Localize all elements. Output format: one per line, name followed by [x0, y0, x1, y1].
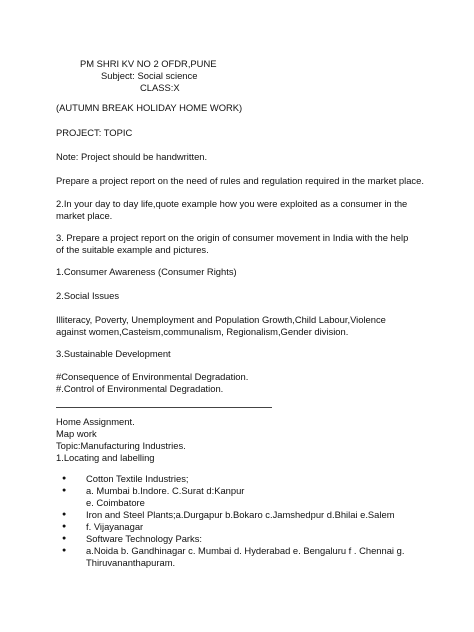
list-item: ● a. Mumbai b.Indore. C.Surat d:Kanpur: [56, 485, 416, 497]
task-3: 3. Prepare a project report on the origin of consumer movement in India with the help of the suitable example and pictures.: [56, 232, 409, 255]
topic-2: 2.Social Issues: [56, 290, 120, 301]
list-item: ● Software Technology Parks:: [56, 533, 416, 545]
list-item: e. Coimbatore: [86, 497, 145, 508]
subject-line: Subject: Social science: [101, 70, 198, 81]
topic-3: 3.Sustainable Development: [56, 348, 171, 359]
map-work-heading: Map work: [56, 428, 97, 439]
topic-1: 1.Consumer Awareness (Consumer Rights): [56, 266, 237, 277]
locating-heading: 1.Locating and labelling: [56, 452, 155, 463]
school-name: PM SHRI KV NO 2 OFDR,PUNE: [80, 58, 217, 69]
separator-line: [56, 407, 272, 408]
class-line: CLASS:X: [140, 82, 180, 93]
home-assignment-heading: Home Assignment.: [56, 416, 135, 427]
topic-2-detail: Illiteracy, Poverty, Unemployment and Population Growth,Child Labour,Violence against women,Casteism,communalism, Regionalism,Gender division.: [56, 314, 386, 337]
topic-3-item-a: #Consequence of Environmental Degradation.: [56, 371, 249, 382]
topic-3-item-b: #.Control of Environmental Degradation.: [56, 383, 224, 394]
list-item: ● a.Noida b. Gandhinagar c. Mumbai d. Hyderabad e. Bengaluru f . Chennai g. Thiruvananthapuram.: [56, 545, 416, 569]
list-item: ● Iron and Steel Plants;a.Durgapur b.Bokaro c.Jamshedpur d.Bhilai e.Salem: [56, 509, 416, 521]
task-1: Prepare a project report on the need of rules and regulation required in the market place.: [56, 175, 424, 186]
industry-list: [56, 473, 416, 569]
task-2: 2.In your day to day life,quote example how you were exploited as a consumer in the market place.: [56, 198, 408, 221]
note-text: Note: Project should be handwritten.: [56, 151, 208, 162]
project-topic-heading: PROJECT: TOPIC: [56, 127, 133, 138]
list-item: ● Cotton Textile Industries;: [56, 473, 416, 485]
homework-title: (AUTUMN BREAK HOLIDAY HOME WORK): [56, 102, 243, 113]
list-item: ● f. Vijayanagar: [56, 521, 416, 533]
map-topic: Topic:Manufacturing Industries.: [56, 440, 186, 451]
